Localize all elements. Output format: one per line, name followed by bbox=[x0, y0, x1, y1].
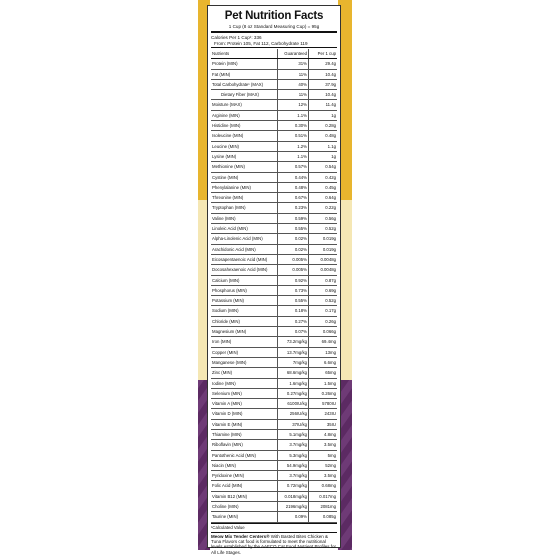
per-cup-value: 0.066g bbox=[309, 327, 338, 337]
nutrient-name: Arachidonic Acid (MIN) bbox=[211, 244, 278, 254]
serving-size: 1 Cup (8 oz Standard Measuring Cup) = 95g bbox=[211, 24, 337, 33]
nutrients-table bbox=[211, 49, 337, 523]
guaranteed-value: 0.07% bbox=[278, 327, 309, 337]
table-row bbox=[211, 306, 337, 316]
table-row bbox=[211, 203, 337, 213]
per-cup-value: 5780IU bbox=[309, 399, 338, 409]
guaranteed-value: 68.6mg/kg bbox=[278, 368, 309, 378]
table-row bbox=[211, 337, 337, 347]
per-cup-value: 243IU bbox=[309, 409, 338, 419]
per-cup-value: 5mg bbox=[309, 450, 338, 460]
per-cup-value: 0.68mg bbox=[309, 481, 338, 491]
nutrient-name: Lysine (MIN) bbox=[211, 151, 278, 161]
guaranteed-value: 3.7mg/kg bbox=[278, 440, 309, 450]
guaranteed-value: 0.67% bbox=[278, 193, 309, 203]
guaranteed-value: 256IU/kg bbox=[278, 409, 309, 419]
per-cup-value: 0.69g bbox=[309, 285, 338, 295]
per-cup-value: 0.17g bbox=[309, 306, 338, 316]
nutrient-name: Calcium (MIN) bbox=[211, 275, 278, 285]
product-name: Meow Mix Tender Centers® bbox=[211, 533, 270, 539]
guaranteed-value: 0.51% bbox=[278, 131, 309, 141]
table-row bbox=[211, 460, 337, 470]
guaranteed-value: 0.09% bbox=[278, 512, 309, 522]
per-cup-value: 0.56g bbox=[309, 213, 338, 223]
per-cup-value: 6.6mg bbox=[309, 357, 338, 367]
table-row bbox=[211, 327, 337, 337]
guaranteed-value: 1.1% bbox=[278, 110, 309, 120]
guaranteed-value: 7mg/kg bbox=[278, 357, 309, 367]
table-row bbox=[211, 368, 337, 378]
nutrient-name: Moisture (MAX) bbox=[211, 100, 278, 110]
per-cup-value: 69.4mg bbox=[309, 337, 338, 347]
guaranteed-value: 0.27mg/kg bbox=[278, 388, 309, 398]
per-cup-value: 0.87g bbox=[309, 275, 338, 285]
guaranteed-value: 73.2mg/kg bbox=[278, 337, 309, 347]
table-row bbox=[211, 151, 337, 161]
table-row bbox=[211, 69, 337, 79]
per-cup-value: 10.4g bbox=[309, 90, 338, 100]
nutrient-name: Manganese (MIN) bbox=[211, 357, 278, 367]
nutrient-name: Pyridoxine (MIN) bbox=[211, 471, 278, 481]
nutrient-name: Methionine (MIN) bbox=[211, 162, 278, 172]
per-cup-value: 4.8mg bbox=[309, 429, 338, 439]
table-header-row bbox=[211, 49, 337, 59]
guaranteed-value: 0.57% bbox=[278, 162, 309, 172]
table-row bbox=[211, 409, 337, 419]
nutrient-name: Docosahexaenoic Acid (MIN) bbox=[211, 265, 278, 275]
nutrient-name: Vitamin D (MIN) bbox=[211, 409, 278, 419]
guaranteed-value: 0.73% bbox=[278, 285, 309, 295]
nutrient-name: Choline (MIN) bbox=[211, 502, 278, 512]
guaranteed-value: 11% bbox=[278, 90, 309, 100]
per-cup-value: 35IU bbox=[309, 419, 338, 429]
guaranteed-value: 0.018mg/kg bbox=[278, 491, 309, 501]
guaranteed-value: 0.48% bbox=[278, 182, 309, 192]
guaranteed-value: 5.3mg/kg bbox=[278, 450, 309, 460]
table-row bbox=[211, 182, 337, 192]
column-header-per-cup: Per 1 cup bbox=[309, 49, 338, 59]
guaranteed-value: 0.27% bbox=[278, 316, 309, 326]
guaranteed-value: 0.005% bbox=[278, 254, 309, 264]
nutrient-name: Copper (MIN) bbox=[211, 347, 278, 357]
table-row bbox=[211, 481, 337, 491]
table-row bbox=[211, 502, 337, 512]
guaranteed-value: 12% bbox=[278, 100, 309, 110]
table-row bbox=[211, 213, 337, 223]
guaranteed-value: 31% bbox=[278, 59, 309, 69]
nutrient-name: Protein (MIN) bbox=[211, 59, 278, 69]
per-cup-value: 65mg bbox=[309, 368, 338, 378]
per-cup-value: 0.019g bbox=[309, 244, 338, 254]
guaranteed-value: 0.55% bbox=[278, 296, 309, 306]
guaranteed-value: 0.55% bbox=[278, 224, 309, 234]
table-row bbox=[211, 419, 337, 429]
per-cup-value: 0.26g bbox=[309, 316, 338, 326]
nutrient-name: Histidine (MIN) bbox=[211, 121, 278, 131]
table-row bbox=[211, 162, 337, 172]
table-row bbox=[211, 378, 337, 388]
table-row bbox=[211, 429, 337, 439]
table-row bbox=[211, 193, 337, 203]
guaranteed-value: 0.18% bbox=[278, 306, 309, 316]
table-row bbox=[211, 471, 337, 481]
table-row bbox=[211, 90, 337, 100]
nutrient-name: Iron (MIN) bbox=[211, 337, 278, 347]
per-cup-value: 0.019g bbox=[309, 234, 338, 244]
guaranteed-value: 13.7mg/kg bbox=[278, 347, 309, 357]
nutrient-name: Valine (MIN) bbox=[211, 213, 278, 223]
per-cup-value: 0.54g bbox=[309, 162, 338, 172]
nutrient-name: Folic Acid (MIN) bbox=[211, 481, 278, 491]
table-row bbox=[211, 357, 337, 367]
per-cup-value: 0.52g bbox=[309, 296, 338, 306]
guaranteed-value: 40% bbox=[278, 79, 309, 89]
calories-breakdown: From: Protein 105, Fat 112, Carbohydrate 119 bbox=[211, 41, 337, 49]
per-cup-value: 1g bbox=[309, 151, 338, 161]
per-cup-value: 0.0048g bbox=[309, 254, 338, 264]
nutrition-facts-panel bbox=[207, 5, 341, 555]
per-cup-value: 10.4g bbox=[309, 69, 338, 79]
guaranteed-value: 1.2% bbox=[278, 141, 309, 151]
nutrient-name: Phenylalanine (MIN) bbox=[211, 182, 278, 192]
per-cup-value: 0.45g bbox=[309, 182, 338, 192]
table-row bbox=[211, 131, 337, 141]
guaranteed-value: 0.72mg/kg bbox=[278, 481, 309, 491]
per-cup-value: 3.5mg bbox=[309, 440, 338, 450]
nutrient-name: Fat (MIN) bbox=[211, 69, 278, 79]
guaranteed-value: 0.92% bbox=[278, 275, 309, 285]
guaranteed-value: 0.59% bbox=[278, 213, 309, 223]
per-cup-value: 29.4g bbox=[309, 59, 338, 69]
guaranteed-value: 0.30% bbox=[278, 121, 309, 131]
table-row bbox=[211, 275, 337, 285]
nutrient-name: Eicosapentaenoic Acid (MIN) bbox=[211, 254, 278, 264]
nutrient-name: Threonine (MIN) bbox=[211, 193, 278, 203]
nutrient-name: Vitamin E (MIN) bbox=[211, 419, 278, 429]
per-cup-value: 0.28g bbox=[309, 121, 338, 131]
nutrient-name: Vitamin B12 (MIN) bbox=[211, 491, 278, 501]
per-cup-value: 0.42g bbox=[309, 172, 338, 182]
table-row bbox=[211, 79, 337, 89]
nutrient-name: Iodine (MIN) bbox=[211, 378, 278, 388]
aafco-statement bbox=[211, 532, 337, 555]
per-cup-value: 0.52g bbox=[309, 224, 338, 234]
table-row bbox=[211, 254, 337, 264]
per-cup-value: 3.5mg bbox=[309, 471, 338, 481]
guaranteed-value: 0.23% bbox=[278, 203, 309, 213]
nutrient-name: Tryptophan (MIN) bbox=[211, 203, 278, 213]
nutrient-name: Total Carbohydrate¹ (MAX) bbox=[211, 79, 278, 89]
guaranteed-value: 6100IU/kg bbox=[278, 399, 309, 409]
statement-text: With Basted Bites Chicken & Tuna Flavors cat food is formulated to meet the nutritional levels established by the AAFCO Cat Food Nutrient Profiles for All Life Stages. bbox=[211, 533, 337, 555]
table-row bbox=[211, 244, 337, 254]
guaranteed-value: 3.7mg/kg bbox=[278, 471, 309, 481]
guaranteed-value: 5.1mg/kg bbox=[278, 429, 309, 439]
per-cup-value: 13mg bbox=[309, 347, 338, 357]
calories-line: Calories Per 1 Cup¹: 336 bbox=[211, 35, 262, 40]
calculated-value-footnote: ¹Calculated Value bbox=[211, 523, 337, 532]
panel-title: Pet Nutrition Facts bbox=[224, 10, 324, 22]
nutrient-name: Isoleucine (MIN) bbox=[211, 131, 278, 141]
guaranteed-value: 11% bbox=[278, 69, 309, 79]
per-cup-value: 1.5mg bbox=[309, 378, 338, 388]
guaranteed-value: 0.02% bbox=[278, 234, 309, 244]
nutrient-name: Phosphorus (MIN) bbox=[211, 285, 278, 295]
nutrient-name: Alpha-Linolenic Acid (MIN) bbox=[211, 234, 278, 244]
table-row bbox=[211, 399, 337, 409]
column-header-guaranteed: Guaranteed bbox=[278, 49, 309, 59]
table-row bbox=[211, 440, 337, 450]
table-row bbox=[211, 512, 337, 522]
per-cup-value: 0.0048g bbox=[309, 265, 338, 275]
per-cup-value: 11.4g bbox=[309, 100, 338, 110]
table-row bbox=[211, 141, 337, 151]
table-row bbox=[211, 491, 337, 501]
column-header-nutrient: Nutrients bbox=[211, 49, 278, 59]
per-cup-value: 37.9g bbox=[309, 79, 338, 89]
guaranteed-value: 0.44% bbox=[278, 172, 309, 182]
nutrient-name: Thiamine (MIN) bbox=[211, 429, 278, 439]
table-row bbox=[211, 100, 337, 110]
per-cup-value: 52mg bbox=[309, 460, 338, 470]
guaranteed-value: 2196mg/kg bbox=[278, 502, 309, 512]
table-row bbox=[211, 296, 337, 306]
per-cup-value: 1g bbox=[309, 110, 338, 120]
per-cup-value: 0.017mg bbox=[309, 491, 338, 501]
nutrient-name: Zinc (MIN) bbox=[211, 368, 278, 378]
per-cup-value: 1.1g bbox=[309, 141, 338, 151]
nutrient-name: Potassium (MIN) bbox=[211, 296, 278, 306]
table-row bbox=[211, 316, 337, 326]
nutrient-name: Niacin (MIN) bbox=[211, 460, 278, 470]
guaranteed-value: 0.005% bbox=[278, 265, 309, 275]
table-row bbox=[211, 59, 337, 69]
nutrient-name: Linoleic Acid (MIN) bbox=[211, 224, 278, 234]
per-cup-value: 0.64g bbox=[309, 193, 338, 203]
per-cup-value: 0.22g bbox=[309, 203, 338, 213]
guaranteed-value: 54.9mg/kg bbox=[278, 460, 309, 470]
nutrient-name: Chloride (MIN) bbox=[211, 316, 278, 326]
table-row bbox=[211, 172, 337, 182]
nutrient-name: Pantothenic Acid (MIN) bbox=[211, 450, 278, 460]
guaranteed-value: 0.02% bbox=[278, 244, 309, 254]
table-row bbox=[211, 388, 337, 398]
table-row bbox=[211, 121, 337, 131]
nutrient-name: Arginine (MIN) bbox=[211, 110, 278, 120]
per-cup-value: 0.085g bbox=[309, 512, 338, 522]
per-cup-value: 0.26mg bbox=[309, 388, 338, 398]
table-row bbox=[211, 347, 337, 357]
nutrient-name: Taurine (MIN) bbox=[211, 512, 278, 522]
table-row bbox=[211, 265, 337, 275]
per-cup-value: 0.48g bbox=[309, 131, 338, 141]
guaranteed-value: 1.6mg/kg bbox=[278, 378, 309, 388]
table-row bbox=[211, 224, 337, 234]
nutrient-name: Riboflavin (MIN) bbox=[211, 440, 278, 450]
table-row bbox=[211, 285, 337, 295]
nutrient-name: Vitamin A (MIN) bbox=[211, 399, 278, 409]
table-row bbox=[211, 110, 337, 120]
table-row bbox=[211, 450, 337, 460]
nutrient-name: Selenium (MIN) bbox=[211, 388, 278, 398]
guaranteed-value: 1.1% bbox=[278, 151, 309, 161]
per-cup-value: 2081mg bbox=[309, 502, 338, 512]
nutrient-name: Sodium (MIN) bbox=[211, 306, 278, 316]
guaranteed-value: 37IU/kg bbox=[278, 419, 309, 429]
nutrient-name: Magnesium (MIN) bbox=[211, 327, 278, 337]
nutrient-name: Cystine (MIN) bbox=[211, 172, 278, 182]
nutrient-name: Leucine (MIN) bbox=[211, 141, 278, 151]
table-row bbox=[211, 234, 337, 244]
nutrient-name: Dietary Fiber (MAX) bbox=[211, 90, 278, 100]
